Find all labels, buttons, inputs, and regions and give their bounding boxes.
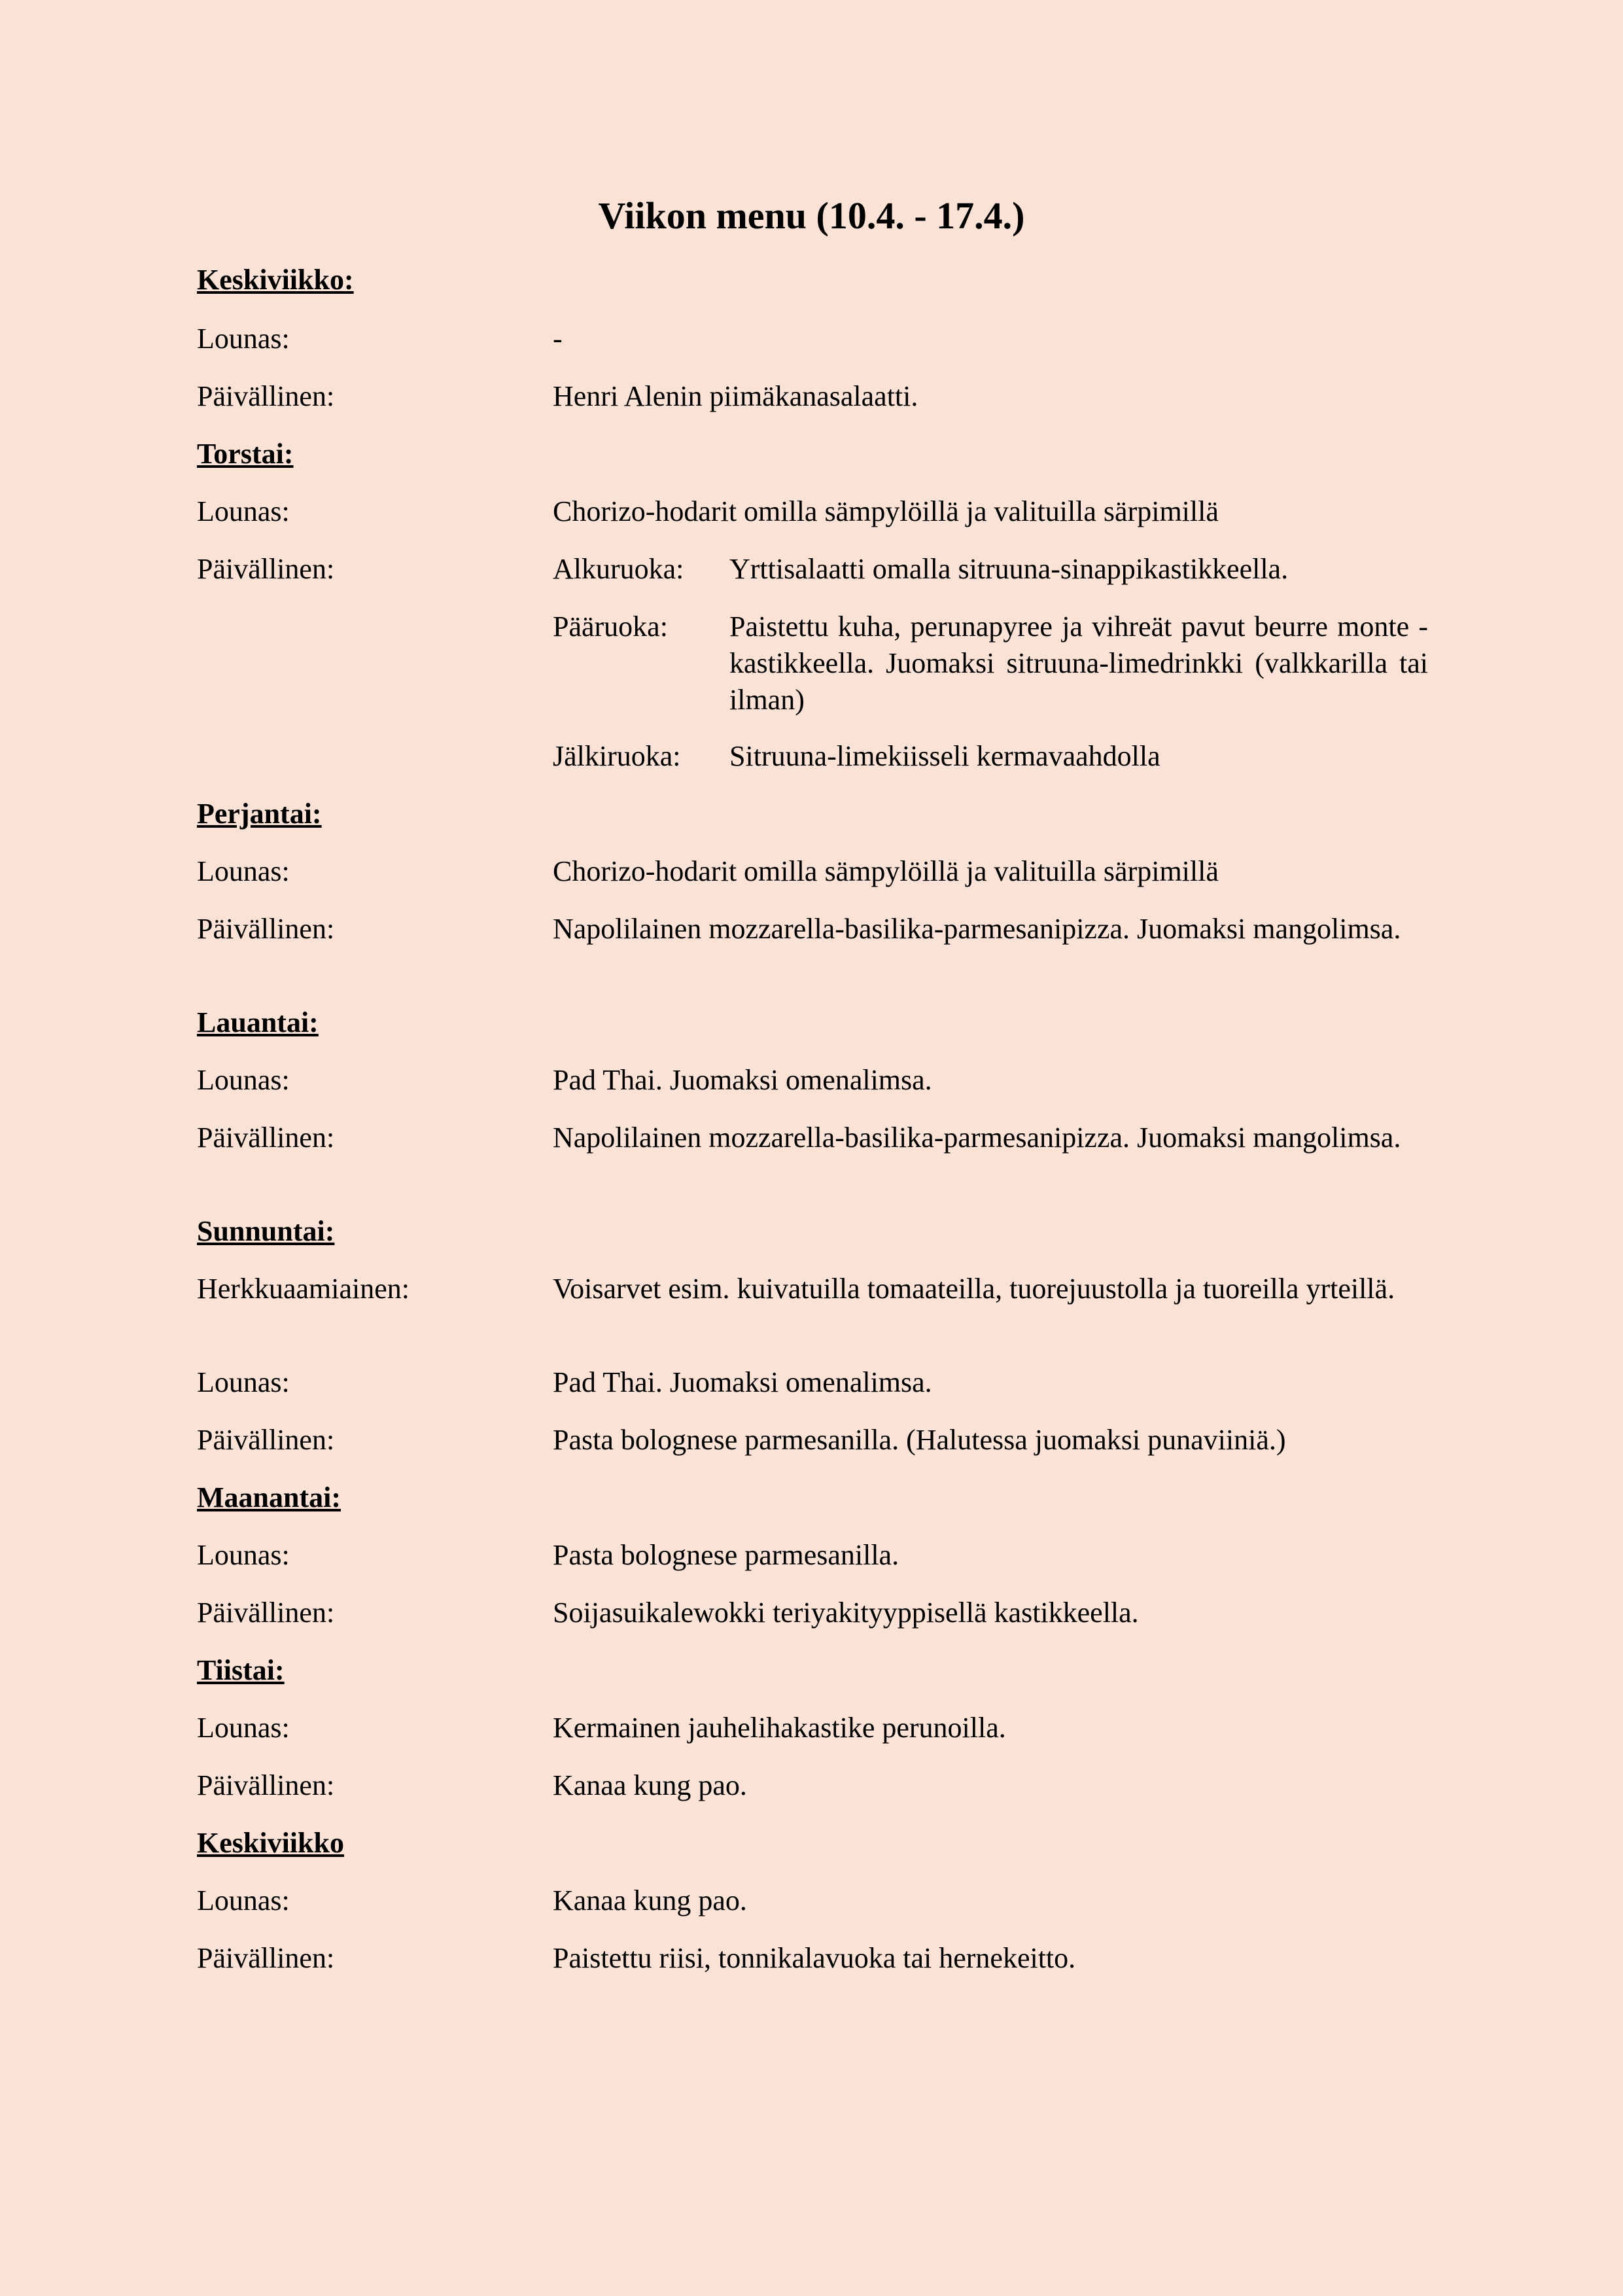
meal-label: Päivällinen:: [197, 380, 335, 412]
meal-label: Lounas:: [197, 495, 290, 527]
meal-text: Chorizo-hodarit omilla sämpylöillä ja valituilla särpimillä: [553, 495, 1219, 527]
meal-text: Chorizo-hodarit omilla sämpylöillä ja valituilla särpimillä: [553, 855, 1219, 887]
meal-label: Päivällinen:: [197, 1942, 335, 1974]
meal-label: Lounas:: [197, 1712, 290, 1744]
meal-text: Pad Thai. Juomaksi omenalimsa.: [553, 1366, 932, 1398]
meal-text: Paistettu riisi, tonnikalavuoka tai hernekeitto.: [553, 1942, 1076, 1974]
day-heading: Tiistai:: [197, 1654, 285, 1686]
day-heading: Keskiviikko: [197, 1827, 344, 1859]
meal-label: Lounas:: [197, 1884, 290, 1916]
meal-text: Henri Alenin piimäkanasalaatti.: [553, 380, 918, 412]
course-label: Alkuruoka:: [553, 553, 684, 585]
meal-text: Pasta bolognese parmesanilla.: [553, 1539, 899, 1571]
meal-text: Napolilainen mozzarella-basilika-parmesanipizza. Juomaksi mangolimsa.: [553, 1122, 1401, 1154]
day-heading: Maanantai:: [197, 1481, 341, 1513]
meal-label: Lounas:: [197, 1539, 290, 1571]
meal-label: Lounas:: [197, 855, 290, 887]
meal-label: Lounas:: [197, 323, 290, 355]
meal-label: Päivällinen:: [197, 1597, 335, 1629]
day-heading: Keskiviikko:: [197, 264, 354, 296]
meal-text: Pasta bolognese parmesanilla. (Halutessa juomaksi punaviiniä.): [553, 1424, 1286, 1456]
day-heading: Torstai:: [197, 438, 294, 470]
page-title: Viikon menu (10.4. - 17.4.): [598, 194, 1025, 237]
course-text: Paistettu kuha, perunapyree ja vihreät pavut beurre monte -kastikkeella. Juomaksi sitruuna-limedrinkki (valkkarilla tai ilman): [729, 610, 1428, 716]
meal-text: Pad Thai. Juomaksi omenalimsa.: [553, 1064, 932, 1096]
meal-label: Herkkuaamiainen:: [197, 1273, 410, 1305]
course-text: Yrttisalaatti omalla sitruuna-sinappikastikkeella.: [729, 553, 1289, 585]
meal-label: Päivällinen:: [197, 1424, 335, 1456]
meal-label: Päivällinen:: [197, 1122, 335, 1154]
meal-label: Lounas:: [197, 1064, 290, 1096]
course-text: Sitruuna-limekiisseli kermavaahdolla: [729, 740, 1161, 772]
day-heading: Perjantai:: [197, 798, 322, 830]
meal-text: -: [553, 323, 563, 355]
course-label: Pääruoka:: [553, 610, 668, 643]
meal-text: Voisarvet esim. kuivatuilla tomaateilla, tuorejuustolla ja tuoreilla yrteillä.: [553, 1273, 1395, 1305]
course-label: Jälkiruoka:: [553, 740, 681, 772]
meal-text: Kermainen jauhelihakastike perunoilla.: [553, 1712, 1006, 1744]
day-heading: Sunnuntai:: [197, 1215, 335, 1247]
meal-text: Soijasuikalewokki teriyakityyppisellä kastikkeella.: [553, 1597, 1139, 1629]
meal-text: Kanaa kung pao.: [553, 1769, 747, 1801]
meal-label: Päivällinen:: [197, 1769, 335, 1801]
meal-text: Napolilainen mozzarella-basilika-parmesanipizza. Juomaksi mangolimsa.: [553, 913, 1401, 945]
day-heading: Lauantai:: [197, 1006, 319, 1038]
meal-label: Lounas:: [197, 1366, 290, 1398]
meal-label: Päivällinen:: [197, 553, 335, 585]
meal-label: Päivällinen:: [197, 913, 335, 945]
meal-text: Kanaa kung pao.: [553, 1884, 747, 1916]
